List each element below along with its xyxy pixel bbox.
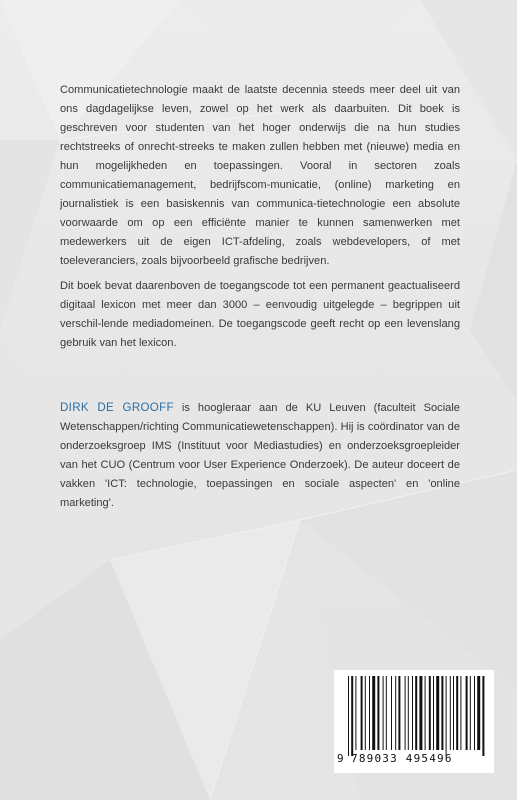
barcode-bar <box>361 676 363 750</box>
barcode-bar <box>369 676 370 750</box>
barcode-bar <box>383 676 384 750</box>
barcode-bar <box>372 676 375 750</box>
barcode-bar <box>408 676 409 750</box>
barcode-bar <box>450 676 451 750</box>
barcode-bar <box>446 676 447 756</box>
barcode-bar <box>460 676 461 750</box>
author-name: DIRK DE GROOFF <box>60 401 174 415</box>
intro-paragraph: Communicatietechnologie maakt de laatste decennia steeds meer deel uit van ons dagdagelijkse leven, zowel op het werk als daarbuiten. Dit boek is geschreven voor studenten van het hoger onderwijs die na hun studies rechtstreeks of onrecht-streeks te maken zullen hebben met (nieuwe) media en hun mogelijkheden en toepassingen. Vooral in sectoren zoals communicatiemanagement, bedrijfscom-municatie, (online) marketing en journalistiek is een basiskennis van communica-tietechnologie een absolute voorwaarde om op een efficiënte manier te kunnen samenwerken met medewerkers uit de eigen ICT-afdeling, zoals webdevelopers, of met toeleveranciers, zoals bijvoorbeeld grafische bedrijven. <box>60 84 460 268</box>
barcode-bar <box>441 676 443 750</box>
barcode-bars <box>348 676 486 758</box>
barcode-bar <box>474 676 475 750</box>
barcode-bar <box>351 676 353 756</box>
barcode-bar <box>482 676 484 756</box>
barcode-bar <box>470 676 471 750</box>
barcode-bar <box>477 676 480 750</box>
lexicon-paragraph: Dit boek bevat daarenboven de toegangscode tot een permanent geactualiseerd digitaal lexicon met meer dan 3000 – eenvoudig uitgelegde – begrippen uit verschil-lende mediadomeinen. De toegangscode geeft recht op een levenslang gebruik van het lexicon. <box>60 280 460 350</box>
barcode-bar <box>348 676 349 756</box>
barcode-digit-groups: 789033 495496 <box>351 752 453 765</box>
barcode-bar <box>433 676 434 750</box>
barcode-bar <box>456 676 458 750</box>
barcode-bar <box>412 676 413 750</box>
author-bio-paragraph <box>60 398 460 513</box>
barcode-bar <box>436 676 439 750</box>
barcode-bar <box>419 676 422 750</box>
barcode-digits <box>334 752 494 768</box>
isbn-barcode <box>334 670 494 773</box>
author-bio-text: is hoogleraar aan de KU Leuven (faculteit Sociale Wetenschappen/richting Communicatiewetenschappen). Hij is coördinator van de onderzoeksgroep IMS (Instituut voor Mediastudies) en onderzoeksgroepleider van het CUO (Centrum voor User Experience Onderzoek). De auteur doceert de vakken 'ICT: technologie, toepassingen en sociale aspecten' en 'online marketing'. <box>60 402 460 510</box>
barcode-bar <box>391 676 392 750</box>
barcode-bar <box>377 676 379 750</box>
barcode-lead-digit: 9 <box>337 752 344 765</box>
barcode-bar <box>405 676 406 750</box>
barcode-bar <box>429 676 431 750</box>
barcode-bar <box>386 676 387 750</box>
barcode-bar <box>425 676 426 750</box>
barcode-bar <box>365 676 366 750</box>
barcode-bar <box>453 676 454 750</box>
barcode-bar <box>415 676 417 750</box>
barcode-bar <box>466 676 468 750</box>
barcode-bar <box>395 676 396 750</box>
barcode-bar <box>355 676 356 750</box>
barcode-bar <box>398 676 400 750</box>
